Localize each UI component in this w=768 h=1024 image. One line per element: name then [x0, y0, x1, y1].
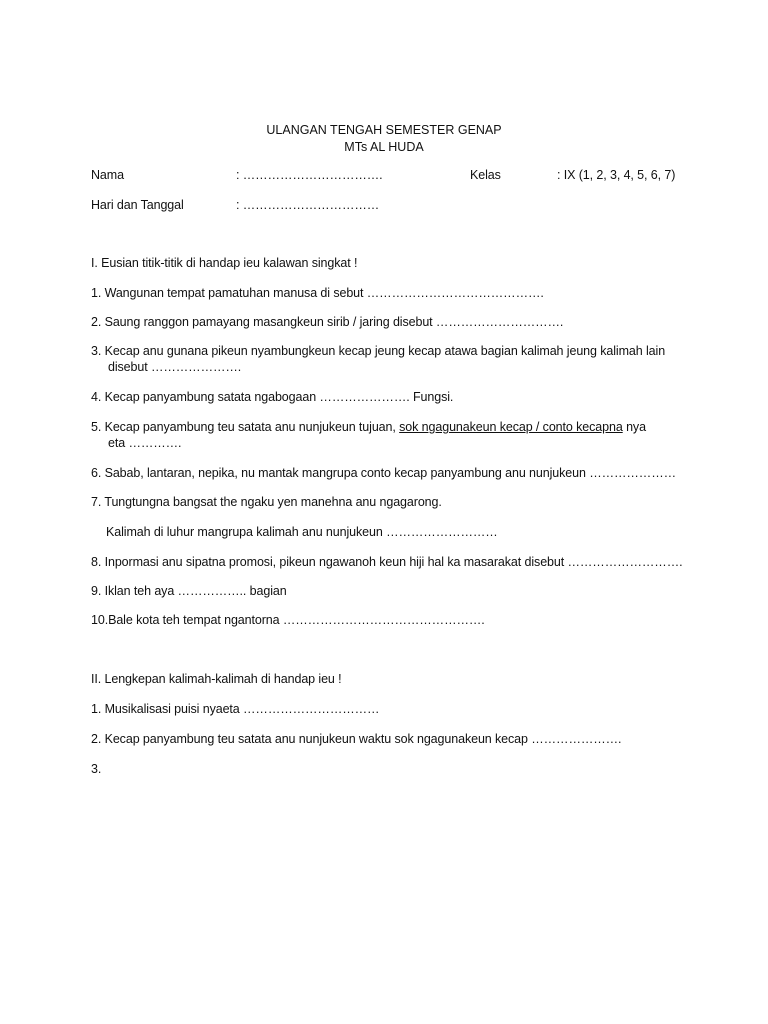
section1-heading: I. Eusian titik-titik di handap ieu kalawan singkat !: [91, 256, 358, 270]
nama-field: : …………………………….: [236, 168, 383, 182]
question-5: [91, 419, 646, 435]
school-name: MTs AL HUDA: [344, 140, 424, 154]
section2-question-1: 1. Musikalisasi puisi nyaeta ……………………………: [91, 702, 380, 716]
question-8: 8. Inpormasi anu sipatna promosi, pikeun ngawanoh keun hiji hal ka masarakat disebut ……………………….: [91, 555, 683, 569]
question-5-underlined: sok ngagunakeun kecap / conto kecapna: [399, 420, 623, 434]
question-2: 2. Saung ranggon pamayang masangkeun sirib / jaring disebut ………………………….: [91, 315, 564, 329]
question-7: 7. Tungtungna bangsat the ngaku yen manehna anu ngagarong.: [91, 495, 442, 509]
question-3: 3. Kecap anu gunana pikeun nyambungkeun kecap jeung kecap atawa bagian kalimah jeung kalimah lain: [91, 344, 666, 358]
question-6: 6. Sabab, lantaran, nepika, nu mantak mangrupa conto kecap panyambung anu nunjukeun …………………: [91, 466, 677, 480]
nama-label: Nama: [91, 168, 124, 182]
question-10: 10.Bale kota teh tempat ngantorna ………………………………………….: [91, 613, 485, 627]
question-3-continuation: disebut ………………….: [108, 360, 242, 374]
section2-question-2: 2. Kecap panyambung teu satata anu nunjukeun waktu sok ngagunakeun kecap ………………….: [91, 732, 622, 746]
hari-field: : ……………………………: [236, 198, 380, 212]
exam-title: ULANGAN TENGAH SEMESTER GENAP: [266, 123, 502, 137]
kelas-field: : IX (1, 2, 3, 4, 5, 6, 7): [557, 168, 676, 182]
question-5-end: nya: [622, 420, 646, 434]
question-4: 4. Kecap panyambung satata ngabogaan …………………. Fungsi.: [91, 390, 454, 404]
question-1: 1. Wangunan tempat pamatuhan manusa di sebut …………………………………….: [91, 286, 544, 300]
question-5-continuation: eta ………….: [108, 436, 182, 450]
section2-question-3: 3.: [91, 762, 102, 776]
question-5-text: 5. Kecap panyambung teu satata anu nunjukeun tujuan,: [91, 420, 400, 434]
kelas-label: Kelas: [470, 168, 501, 182]
question-7-sub: Kalimah di luhur mangrupa kalimah anu nunjukeun ………………………: [106, 525, 498, 539]
hari-label: Hari dan Tanggal: [91, 198, 184, 212]
section2-heading: II. Lengkepan kalimah-kalimah di handap ieu !: [91, 672, 342, 686]
question-9: 9. Iklan teh aya …………….. bagian: [91, 584, 287, 598]
